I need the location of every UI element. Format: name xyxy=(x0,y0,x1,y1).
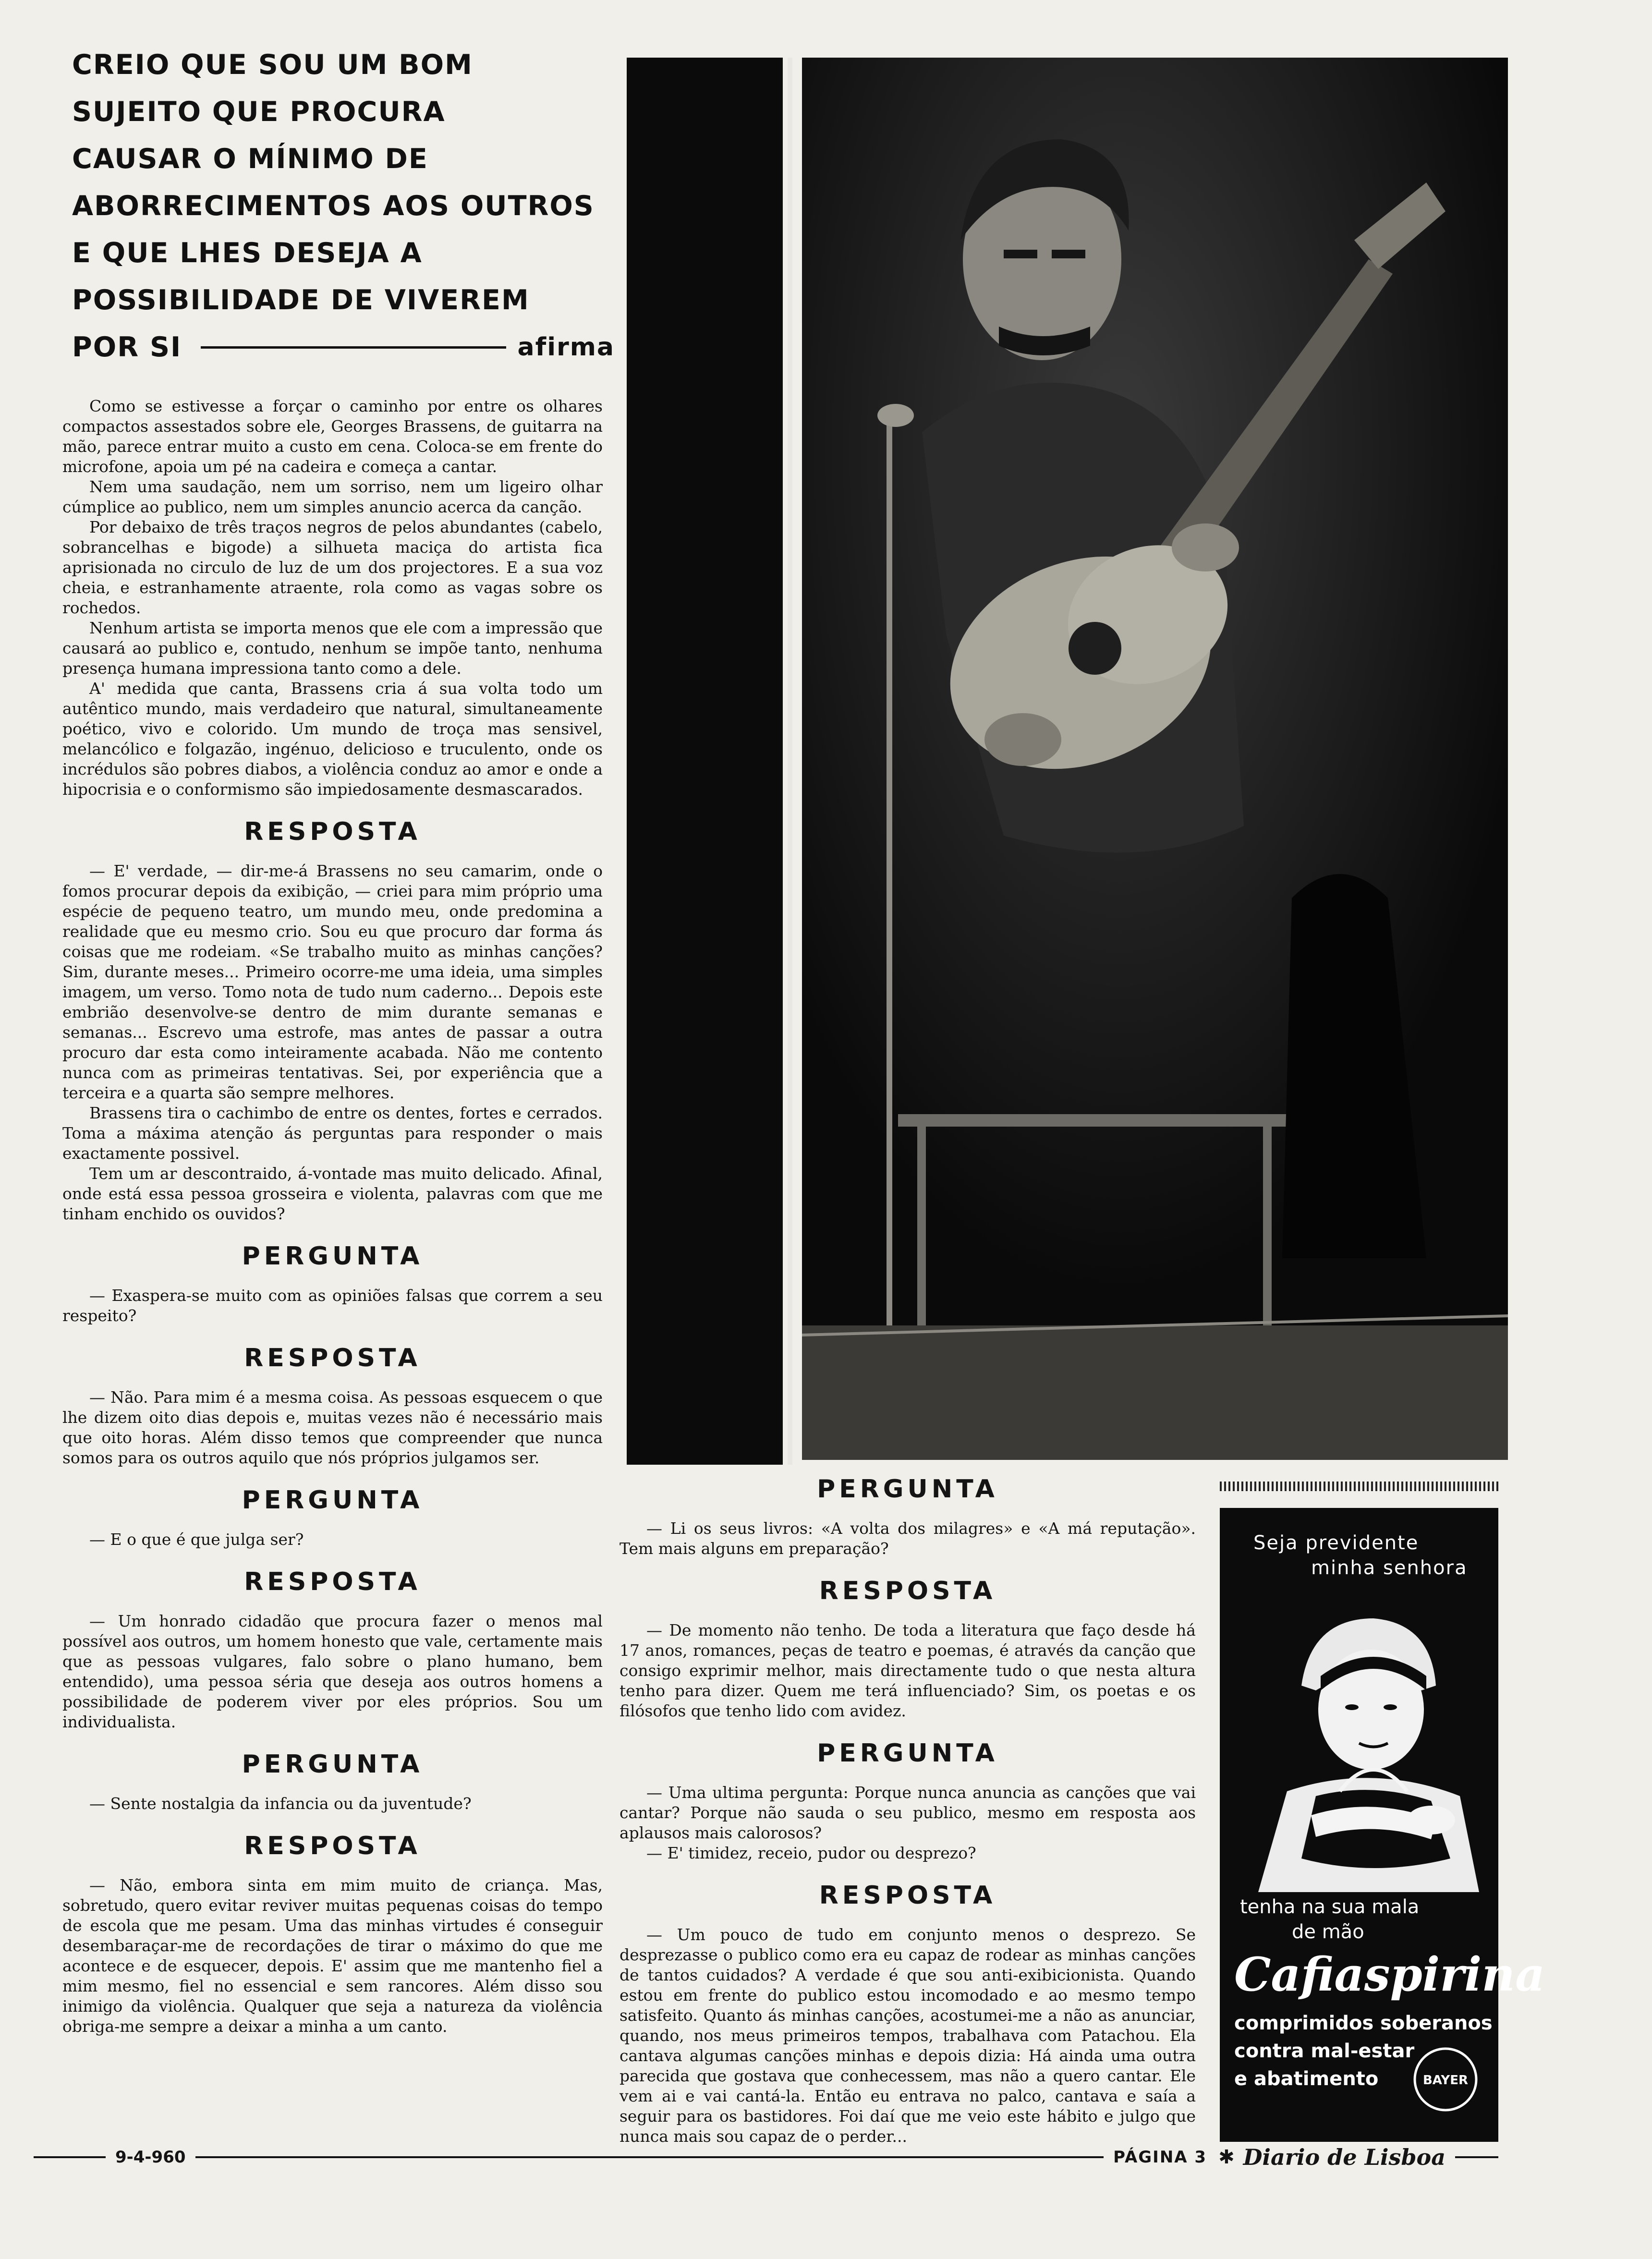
section-heading: RESPOSTA xyxy=(244,1567,421,1596)
footer-rule xyxy=(1455,2156,1498,2158)
middle-column xyxy=(620,1475,1196,2147)
footer-rule xyxy=(34,2156,106,2158)
headline-line: CREIO QUE SOU UM BOM xyxy=(72,49,473,81)
answer-paragraph: — E' verdade, — dir-me-á Brassens no seu camarim, onde o fomos procurar depois da exibição, — criei para mim próprio uma espécie de pequeno teatro, um mundo meu, onde predomina a realidade que eu mesmo crio. Sou eu que procuro dar forma ás coisas que me rodeiam. «Se trabalho muito as minhas canções? Sim, durante meses... Primeiro ocorre-me uma ideia, uma simples imagem, um verso. Tomo nota de tudo num caderno... Depois este embrião desenvolve-se dentro de mim durante semanas e semanas... Escrevo uma estrofe, mas antes de passar a outra procuro dar esta como inteiramente acabada. Não me contento nunca com as primeiras tentativas. Sei, por experiência que a terceira e a quarta são sempre melhores. xyxy=(62,862,603,1102)
headline-line: POR SI xyxy=(72,331,182,363)
page-footer xyxy=(34,2143,1498,2172)
ad-text: contra mal-estar xyxy=(1234,2040,1415,2062)
ad-text: Seja previdente xyxy=(1253,1532,1419,1554)
answer-paragraph: — Não, embora sinta em mim muito de criança. Mas, sobretudo, quero evitar reviver muitas pequenas coisas do tempo de escola que me pesam. Uma das minhas virtudes é conseguir desembaraçar-me de recordações de tirar o máximo do que me acontece e de esquecer, depois. E' assim que me mantenho fiel a mim mesmo, fiel no essencial e sem rancores. Além disso sou inimigo da violência. Qualquer que seja a natureza da violência obriga-me sempre a deixar a minha a um canto. xyxy=(62,1876,603,2036)
headline-last-line xyxy=(72,324,615,371)
woman-with-handbag-illustration xyxy=(1229,1590,1489,1892)
headline-afirma: afirma xyxy=(517,333,615,362)
footer-page-number: PÁGINA 3 xyxy=(1113,2148,1207,2167)
intro-paragraph: Por debaixo de três traços negros de pelos abundantes (cabelo, sobrancelhas e bigode) a silhueta maciça do artista fica aprisionada no circulo de luz de um dos projectores. E a sua voz cheia, e estranhamente atraente, rola como as vagas sobre os rochedos. xyxy=(62,518,603,617)
question-paragraph: — Sente nostalgia da infancia ou da juventude? xyxy=(89,1794,472,1813)
ad-text: minha senhora xyxy=(1311,1557,1468,1579)
bayer-cross-logo xyxy=(1412,2046,1479,2113)
section-heading: PERGUNTA xyxy=(242,1486,424,1515)
headline-line: ABORRECIMENTOS AOS OUTROS xyxy=(72,190,595,222)
question-paragraph: — Uma ultima pergunta: Porque nunca anuncia as canções que vai cantar? Porque não sauda o seu publico, mesmo em resposta aos aplausos mais calorosos? xyxy=(620,1783,1196,1842)
question-paragraph: — Li os seus livros: «A volta dos milagres» e «A má reputação». Tem mais alguns em preparação? xyxy=(620,1519,1196,1558)
footer-newspaper-name: Diario de Lisboa xyxy=(1243,2144,1446,2170)
headline-line: CAUSAR O MÍNIMO DE xyxy=(72,143,428,175)
intro-paragraph: A' medida que canta, Brassens cria á sua volta todo um autêntico mundo, mais verdadeiro que natural, simultaneamente poético, vivo e colorido. Um mundo de troça mas sensivel, melancólico e folgazão, ingénuo, delicioso e truculento, onde os incrédulos são pobres diabos, a violência conduz ao amor e onde a hipocrisia e o conformismo são impiedosamente desmascarados. xyxy=(62,679,603,799)
left-column xyxy=(62,396,603,2037)
ad-brand-name: Cafiaspirina xyxy=(1234,1947,1545,2002)
section-heading: RESPOSTA xyxy=(244,817,421,846)
footer-date: 9-4-960 xyxy=(115,2148,186,2167)
cafiaspirina-ad xyxy=(1220,1508,1545,2142)
question-paragraph: — E' timidez, receio, pudor ou desprezo? xyxy=(646,1844,976,1862)
ad-text: de mão xyxy=(1292,1921,1364,1943)
answer-paragraph: — Um honrado cidadão que procura fazer o menos mal possível aos outros, um homem honesto que vale, certamente mais que as pessoas vulgares, falo sobre o plano humano, bem entendido), uma pessoa séria que deseja aos outros homens a possibilidade de poderem viver por eles próprios. Sou um individualista. xyxy=(62,1612,603,1731)
section-heading: RESPOSTA xyxy=(244,1344,421,1372)
headline-line: E QUE LHES DESEJA A xyxy=(72,237,423,269)
headline-line: SUJEITO QUE PROCURA xyxy=(72,96,446,128)
headline-line: POSSIBILIDADE DE VIVEREM xyxy=(72,284,530,316)
intro-paragraph: Como se estivesse a forçar o caminho por entre os olhares compactos assestados sobre ele, Georges Brassens, de guitarra na mão, parece entrar muito a custo em cena. Coloca-se em frente do microfone, apoia um pé na cadeira e começa a cantar. xyxy=(62,397,603,476)
question-paragraph: — Exaspera-se muito com as opiniões falsas que correm a seu respeito? xyxy=(62,1286,603,1325)
photo-left-panel xyxy=(627,58,783,1465)
ad-text: comprimidos soberanos xyxy=(1234,2012,1493,2034)
bayer-logo-text: BAYER xyxy=(1422,2073,1469,2088)
ad-border-strip xyxy=(1220,1482,1498,1491)
answer-paragraph: Brassens tira o cachimbo de entre os dentes, fortes e cerrados. Toma a máxima atenção ás perguntas para responder o mais exactamente possivel. xyxy=(62,1104,603,1163)
section-heading: RESPOSTA xyxy=(819,1577,996,1605)
section-heading: PERGUNTA xyxy=(242,1242,424,1271)
answer-paragraph: — De momento não tenho. De toda a literatura que faço desde há 17 anos, romances, peças de teatro e poemas, é através da canção que consigo exprimir melhor, mais directamente tudo o que nesta altura tenho para dizer. Quem me terá influenciado? Sim, os poetas e os filósofos que tenho lido com avidez. xyxy=(620,1621,1196,1720)
section-heading: RESPOSTA xyxy=(244,1832,421,1860)
section-heading: PERGUNTA xyxy=(817,1739,998,1768)
guitarist-illustration xyxy=(802,58,1508,1460)
answer-paragraph: — Não. Para mim é a mesma coisa. As pessoas esquecem o que lhe dizem oito dias depois e, muitas vezes não é necessário mais que oito horas. Além disso temos que compreender que nunca somos para os outros aquilo que nós próprios julgamos ser. xyxy=(62,1388,603,1467)
section-heading: RESPOSTA xyxy=(819,1881,996,1910)
section-heading: PERGUNTA xyxy=(817,1475,998,1504)
intro-paragraph: Nem uma saudação, nem um sorriso, nem um ligeiro olhar cúmplice ao publico, nem um simples anuncio acerca da canção. xyxy=(62,477,603,516)
headline-rule xyxy=(201,346,506,349)
question-paragraph: — E o que é que julga ser? xyxy=(89,1530,304,1549)
intro-paragraph: Nenhum artista se importa menos que ele com a impressão que causará ao publico e, contudo, nenhum se impõe tanto, nenhuma presença humana impressiona tanto como a dele. xyxy=(62,619,603,678)
footer-rule xyxy=(195,2156,1104,2158)
answer-paragraph: — Um pouco de tudo em conjunto menos o desprezo. Se desprezasse o publico como era eu capaz de rodear as minhas canções de tantos cuidados? A verdade é que sou anti-exibicionista. Quando estou em frente do publico estou incomodado e ao mesmo tempo satisfeito. Quanto ás minhas canções, acostumei-me a não as anunciar, quando, nos meus primeiros tempos, trabalhava com Patachou. Ela cantava algumas canções minhas e depois dizia: Há ainda uma outra parecida que gostava que conhecessem, mas não a quero cantar. Ele vem ai e vai cantá-la. Então eu entrava no palco, cantava e saía a seguir para os bastidores. Foi daí que me veio este hábito e julgo que nunca mais sou capaz de o perder... xyxy=(620,1925,1196,2146)
ad-text: tenha na sua mala xyxy=(1240,1896,1420,1918)
ad-text: e abatimento xyxy=(1234,2068,1379,2090)
brassens-photo xyxy=(802,58,1508,1460)
answer-paragraph: Tem um ar descontraido, á-vontade mas muito delicado. Afinal, onde está essa pessoa grosseira e violenta, palavras com que me tinham enchido os ouvidos? xyxy=(62,1164,603,1223)
section-heading: PERGUNTA xyxy=(242,1750,424,1779)
headline xyxy=(72,41,615,371)
star-icon: ✱ xyxy=(1218,2146,1235,2168)
photo-gutter xyxy=(788,58,792,1465)
